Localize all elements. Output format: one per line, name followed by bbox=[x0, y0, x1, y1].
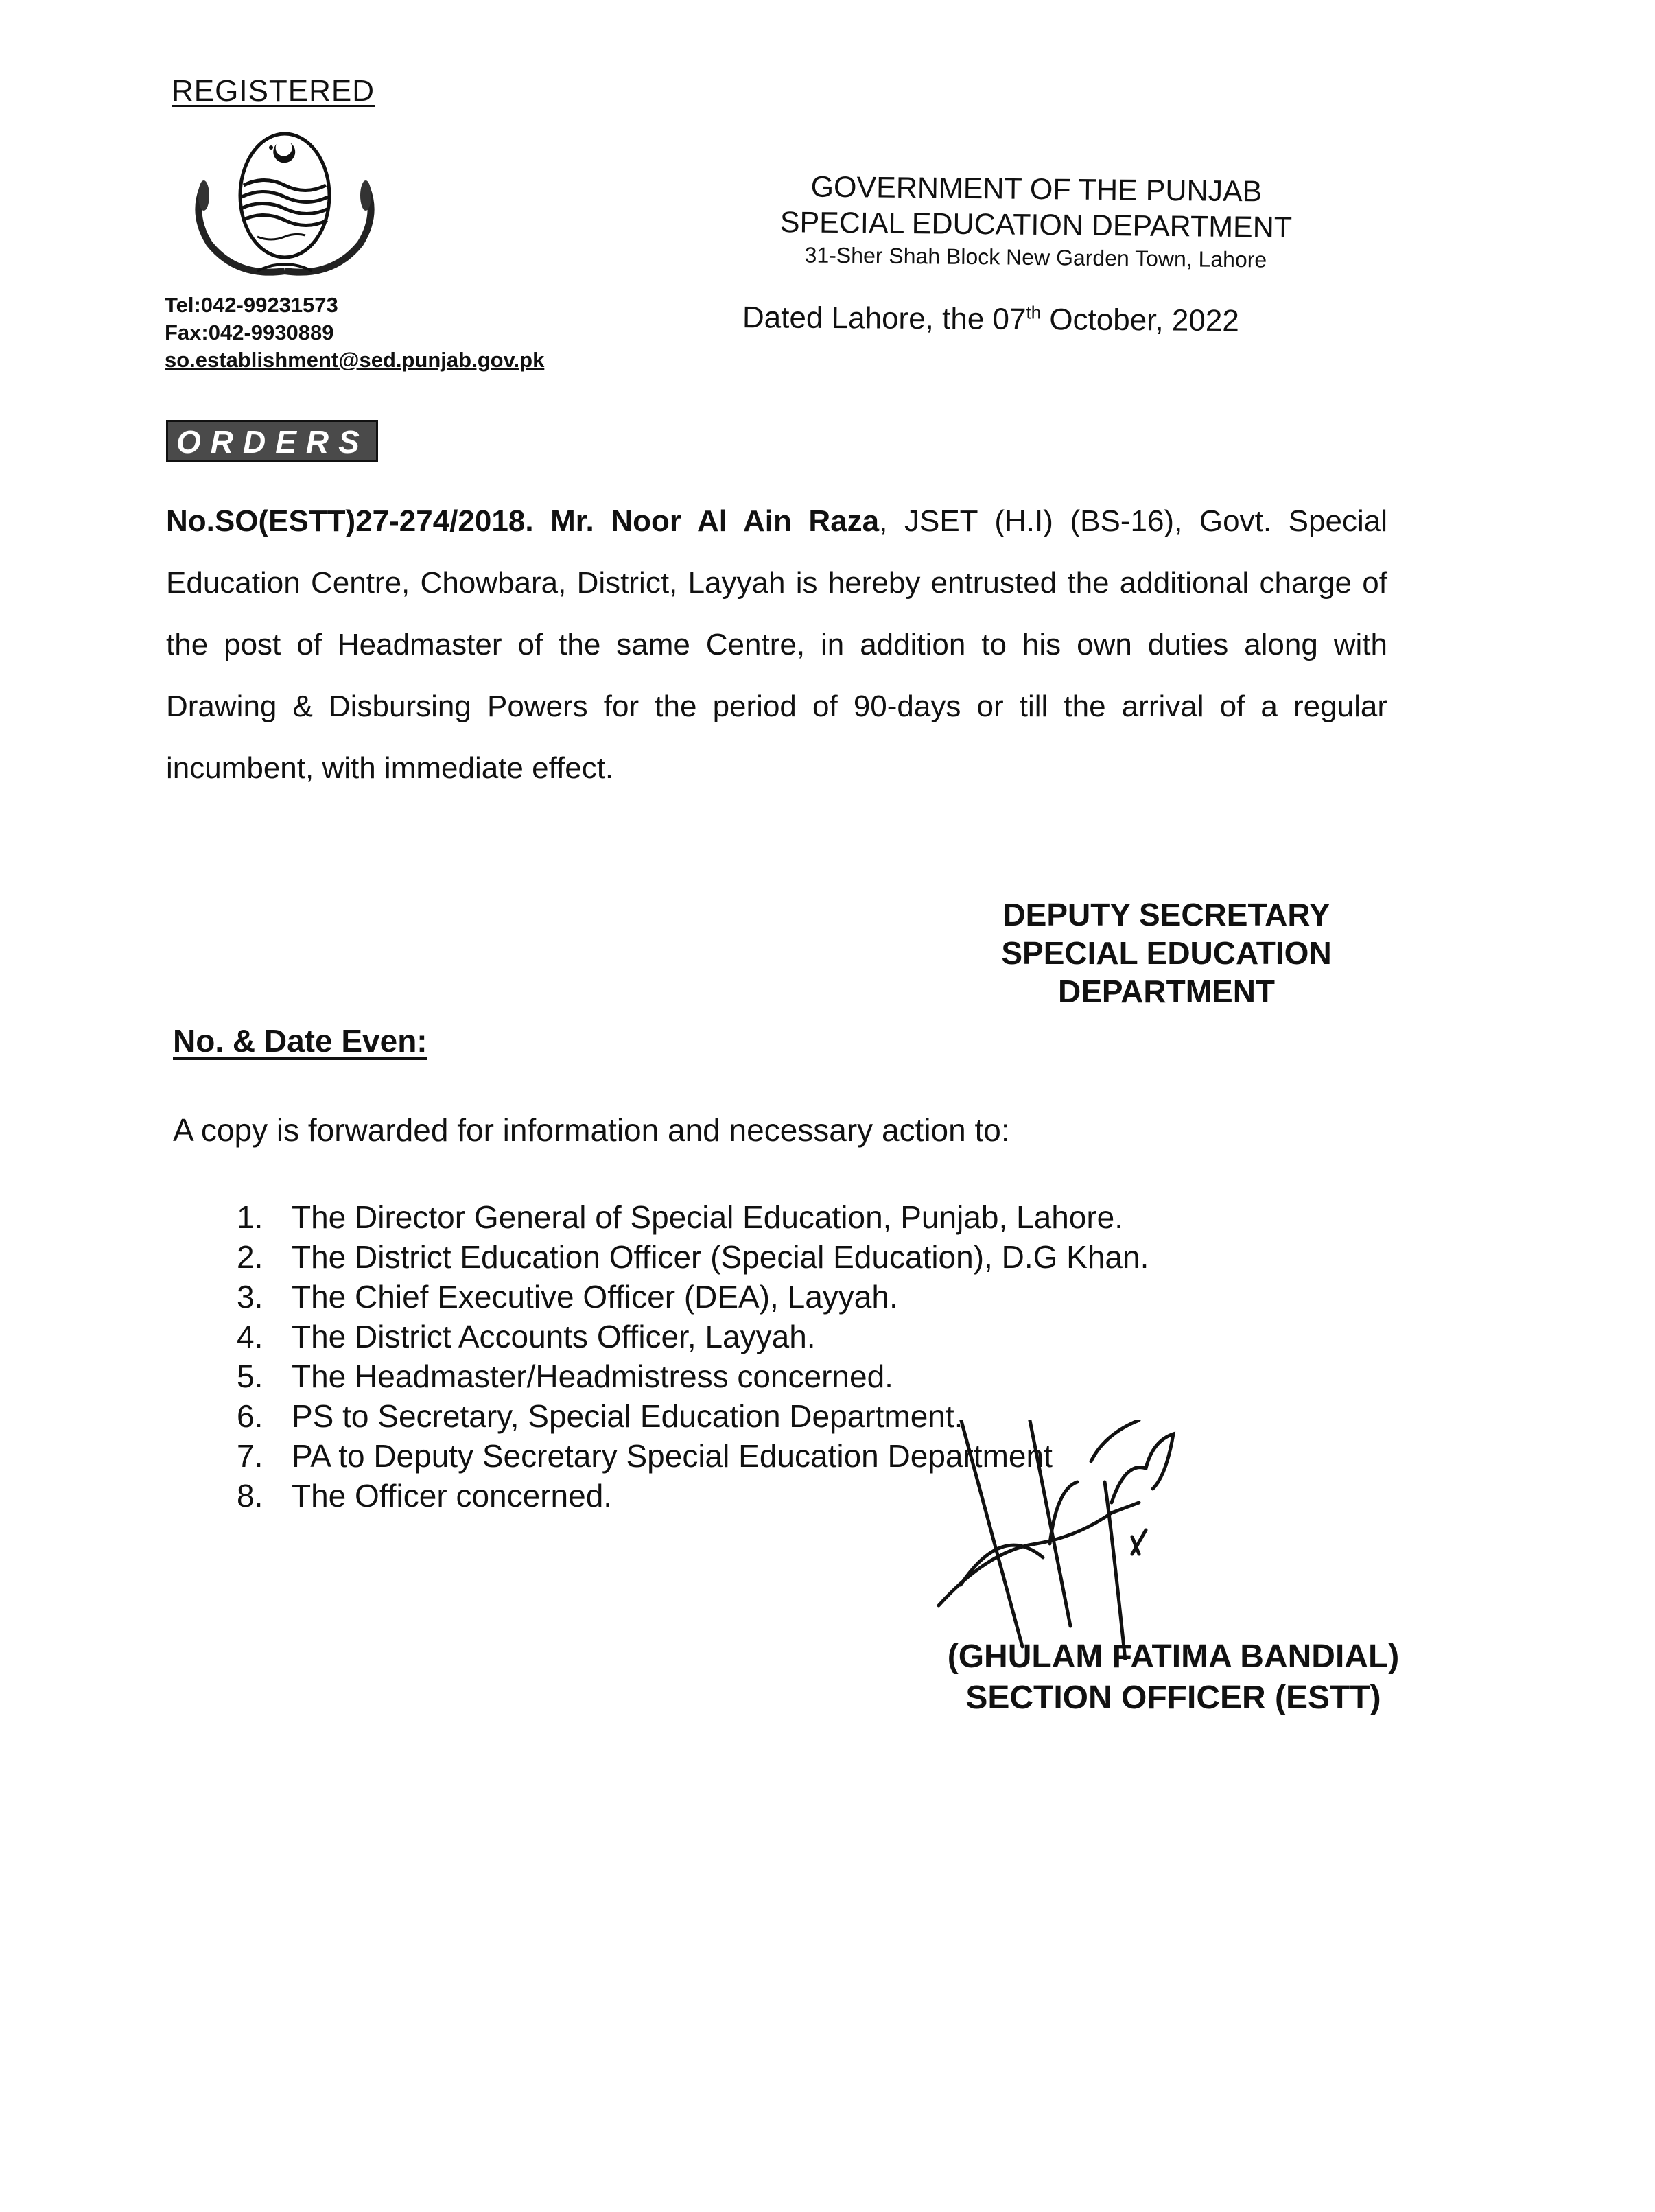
signatory-name: (GHULAM FATIMA BANDIAL) bbox=[947, 1638, 1400, 1675]
punjab-emblem-icon bbox=[175, 120, 395, 288]
order-reference: No.SO(ESTT)27-274/2018. bbox=[166, 504, 534, 538]
date-prefix: Dated Lahore, the 07 bbox=[742, 301, 1026, 337]
registered-label: REGISTERED bbox=[172, 74, 375, 108]
list-item bbox=[237, 1197, 1149, 1237]
issuer-block bbox=[926, 895, 1407, 1011]
list-text: The District Accounts Officer, Layyah. bbox=[292, 1319, 816, 1354]
date-ordinal: th bbox=[1026, 302, 1042, 323]
contact-block bbox=[165, 292, 544, 374]
officer-name: Mr. Noor Al Ain Raza bbox=[550, 504, 880, 538]
list-number: 8. bbox=[237, 1478, 263, 1514]
date-line bbox=[742, 300, 1239, 338]
issuer-line-3: DEPARTMENT bbox=[1057, 974, 1276, 1009]
list-text: The Headmaster/Headmistress concerned. bbox=[292, 1358, 893, 1394]
list-item bbox=[237, 1356, 1149, 1396]
list-number: 5. bbox=[237, 1358, 263, 1394]
government-title: GOVERNMENT OF THE PUNJAB bbox=[810, 170, 1263, 209]
copy-forward-intro: A copy is forwarded for information and necessary action to: bbox=[173, 1112, 1010, 1148]
list-text: PS to Secretary, Special Education Department. bbox=[292, 1398, 963, 1434]
department-title: SPECIAL EDUCATION DEPARTMENT bbox=[779, 206, 1293, 244]
no-date-even-heading: No. & Date Even: bbox=[173, 1023, 427, 1059]
list-item bbox=[237, 1317, 1149, 1356]
order-paragraph bbox=[166, 491, 1387, 799]
list-text: The Director General of Special Education, Punjab, Lahore. bbox=[292, 1199, 1124, 1235]
list-number: 4. bbox=[237, 1319, 263, 1354]
date-rest: October, 2022 bbox=[1040, 303, 1239, 338]
list-text: The District Education Officer (Special Education), D.G Khan. bbox=[292, 1239, 1149, 1275]
list-text: The Officer concerned. bbox=[292, 1478, 613, 1514]
issuer-line-2: SPECIAL EDUCATION bbox=[1001, 935, 1332, 971]
list-item bbox=[237, 1237, 1149, 1277]
list-text: The Chief Executive Officer (DEA), Layyah. bbox=[292, 1279, 898, 1315]
order-text: , JSET (H.I) (BS-16), Govt. Special Education Centre, Chowbara, District, Layyah is hereby entrusted the additional charge of the post of Headmaster of the same Centre, in addition to his own duties along with Drawing & Disbursing Powers for the period of 90-days or till the arrival of a regular incumbent, with immediate effect. bbox=[166, 504, 1387, 785]
list-number: 7. bbox=[237, 1438, 263, 1474]
list-number: 1. bbox=[237, 1199, 263, 1235]
list-text: PA to Deputy Secretary Special Education Department bbox=[292, 1438, 1053, 1474]
tel-number: Tel:042-99231573 bbox=[165, 293, 338, 317]
list-number: 6. bbox=[237, 1398, 263, 1434]
department-heading bbox=[733, 168, 1338, 274]
list-number: 2. bbox=[237, 1239, 263, 1275]
fax-number: Fax:042-9930889 bbox=[165, 320, 334, 344]
list-item bbox=[237, 1277, 1149, 1317]
email-link[interactable]: so.establishment@sed.punjab.gov.pk bbox=[165, 348, 545, 372]
signatory-block bbox=[913, 1636, 1434, 1719]
list-number: 3. bbox=[237, 1279, 263, 1315]
signature-icon bbox=[933, 1420, 1256, 1660]
department-address: 31-Sher Shah Block New Garden Town, Lahore bbox=[804, 242, 1267, 272]
orders-badge: ORDERS bbox=[166, 420, 378, 462]
issuer-line-1: DEPUTY SECRETARY bbox=[1002, 897, 1330, 932]
signatory-designation: SECTION OFFICER (ESTT) bbox=[965, 1680, 1381, 1716]
